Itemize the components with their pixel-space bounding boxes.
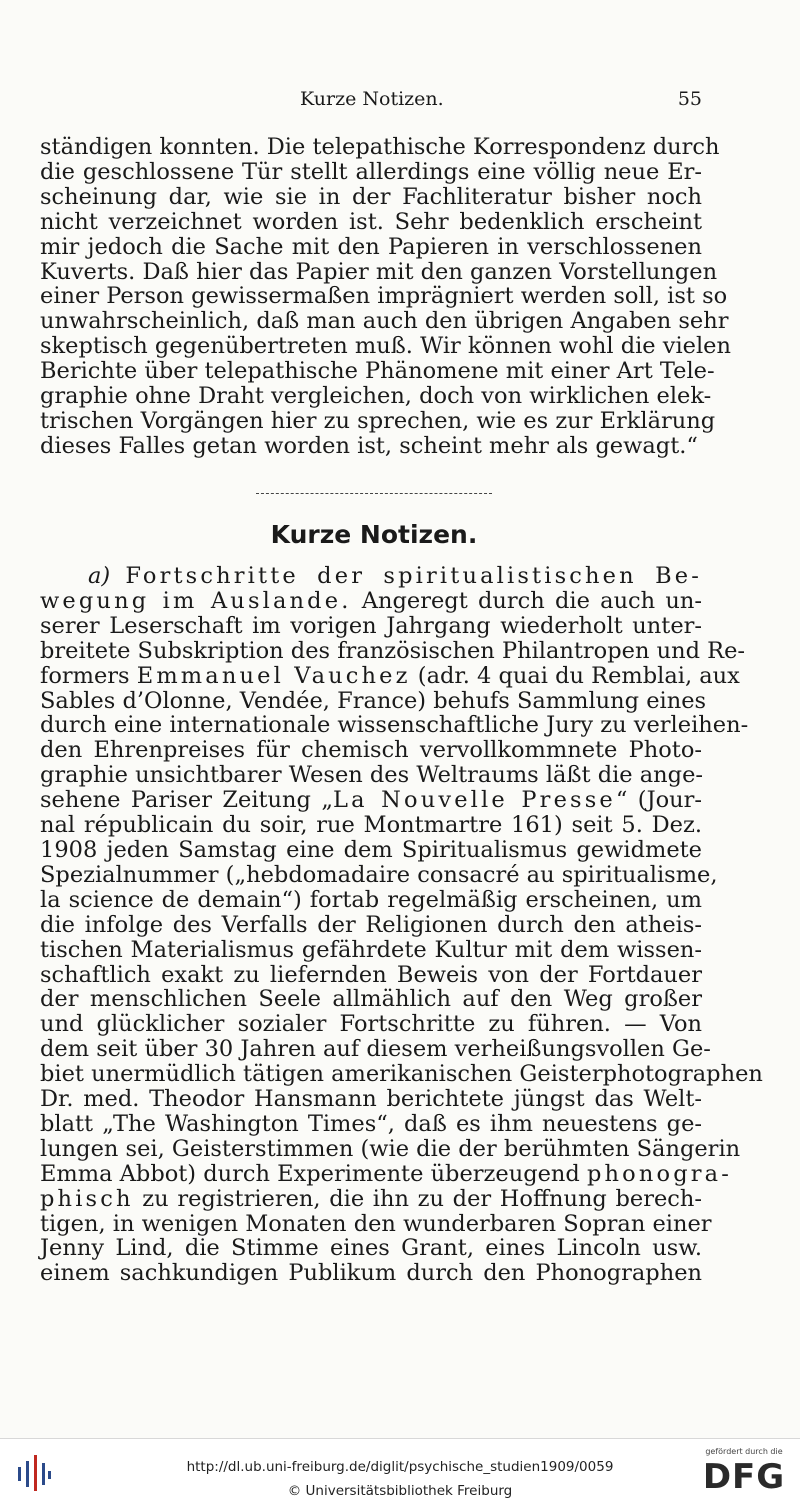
text-line [40, 662, 740, 689]
text-line: biet unermüdlich tätigen amerikanischen Geisterphotographen [40, 1061, 763, 1088]
permalink-url[interactable]: http://dl.ub.uni-freiburg.de/diglit/psychische_studien1909/0059 [186, 1459, 614, 1475]
text-line: nicht verzeichnet worden ist. Sehr bedenklich erscheint [40, 208, 702, 235]
text-line: den Ehrenpreises für chemisch vervollkommnete Photo- [40, 737, 702, 764]
text-line: und glücklicher sozialer Fortschritte zu führen. — Von [40, 1011, 702, 1038]
text-line: die infolge des Verfalls der Religionen durch den atheis- [40, 911, 702, 938]
text-line: Spezialnummer („hebdomadaire consacré au spiritualisme, [40, 861, 718, 888]
text-segment: sehene Pariser Zeitung „ [40, 787, 333, 814]
text-line: blatt „The Washington Times“, daß es ihm neuestens ge- [40, 1110, 702, 1137]
text-line: Kuverts. Daß hier das Papier mit den ganzen Vorstellungen [40, 258, 718, 285]
text-line: tischen Materialismus gefährdete Kultur mit dem wissen- [40, 936, 702, 963]
text-segment: Emma Abbot) durch Experimente überzeugend [40, 1160, 587, 1187]
paragraph-notice-a [40, 563, 763, 1287]
text-line [40, 564, 702, 589]
running-head-title: Kurze Notizen. [300, 88, 444, 110]
text-segment: formers [40, 662, 137, 689]
text-line: tigen, in wenigen Monaten den wunderbaren Sopran einer [40, 1210, 712, 1237]
text-line [40, 1160, 732, 1187]
text-line: skeptisch gegenübertreten muß. Wir können wohl die vielen [40, 333, 731, 360]
text-segment: “ (Jour- [615, 787, 702, 814]
text-line: durch eine internationale wissenschaftliche Jury zu verleihen- [40, 712, 749, 739]
text-line: Dr. med. Theodor Hansmann berichtete jüngst das Welt- [40, 1086, 702, 1113]
text-line: serer Leserschaft im vorigen Jahrgang wiederholt unter- [40, 612, 702, 639]
viewer-footer [0, 1438, 800, 1505]
text-line: ständigen konnten. Die telepathische Korrespondenz durch [40, 134, 720, 160]
dfg-caption: gefördert durch die [705, 1447, 783, 1456]
running-head [40, 88, 702, 114]
text-line [40, 788, 702, 813]
spaced-name: La Nouvelle Presse [332, 787, 616, 814]
text-line: dem seit über 30 Jahren auf diesem verheißungsvollen Ge- [40, 1036, 711, 1063]
spaced-word: phisch [40, 1185, 134, 1212]
text-line: unwahrscheinlich, daß man auch den übrigen Angaben sehr [40, 308, 729, 335]
text-line: breitete Subskription des französischen Philantropen und Re- [40, 637, 745, 664]
text-line: la science de demain“) fortab regelmäßig erscheinen, um [40, 886, 702, 913]
text-line: dieses Falles getan worden ist, scheint mehr als gewagt.“ [40, 432, 698, 459]
item-marker: a) [88, 563, 111, 589]
text-line [40, 589, 702, 614]
dfg-logo-icon [700, 1447, 788, 1501]
text-line: nal républicain du soir, rue Montmartre 161) seit 5. Dez. [40, 812, 702, 839]
text-segment: zu registrieren, die ihn zu der Hoffnung berech- [133, 1185, 702, 1212]
text-line: die geschlossene Tür stellt allerdings eine völlig neue Er- [40, 158, 702, 185]
dfg-wordmark: DFG [702, 1457, 786, 1497]
text-line [40, 1187, 702, 1212]
text-segment: (adr. 4 quai du Remblai, aux [410, 662, 740, 689]
spaced-word: phonogra- [586, 1160, 732, 1187]
text-line: lungen sei, Geisterstimmen (wie die der berühmten Sängerin [40, 1135, 741, 1162]
text-line: mir jedoch die Sache mit den Papieren in verschlossenen [40, 233, 702, 260]
spaced-heading: Fortschritte der spiritualistischen Be- [125, 563, 702, 589]
text-line: Berichte über telepathische Phänomene mit einer Art Tele- [40, 358, 715, 385]
text-line: Jenny Lind, die Stimme eines Grant, eines Lincoln usw. [40, 1235, 702, 1262]
text-line: der menschlichen Seele allmählich auf den Weg großer [40, 986, 702, 1013]
text-line: trischen Vorgängen hier zu sprechen, wie es zur Erklärung [40, 407, 716, 434]
section-heading: Kurze Notizen. [270, 520, 478, 549]
text-line: scheinung dar, wie sie in der Fachliteratur bisher noch [40, 183, 702, 210]
spaced-heading: wegung im Auslande. [40, 587, 352, 614]
paragraph-continued [40, 134, 731, 459]
spaced-name: Emmanuel Vauchez [136, 662, 411, 689]
copyright-notice: © Universitätsbibliothek Freiburg [287, 1483, 513, 1499]
text-line: schaftlich exakt zu liefernden Beweis von der Fortdauer [40, 961, 702, 988]
text-line: einem sachkundigen Publikum durch den Phonographen [40, 1260, 702, 1287]
text-line: graphie unsichtbarer Wesen des Weltraums läßt die ange- [40, 762, 703, 789]
page-number: 55 [677, 88, 702, 110]
text-line: graphie ohne Draht vergleichen, doch von wirklichen elek- [40, 383, 712, 410]
text-line: Sables d’Olonne, Vendée, France) behufs Sammlung eines [40, 687, 707, 714]
text-line: 1908 jeden Samstag eine dem Spiritualismus gewidmete [40, 836, 702, 863]
text-line: einer Person gewissermaßen imprägniert werden soll, ist so [40, 283, 728, 310]
section-divider [256, 493, 492, 495]
text-segment: Angeregt durch die auch un- [351, 587, 702, 614]
